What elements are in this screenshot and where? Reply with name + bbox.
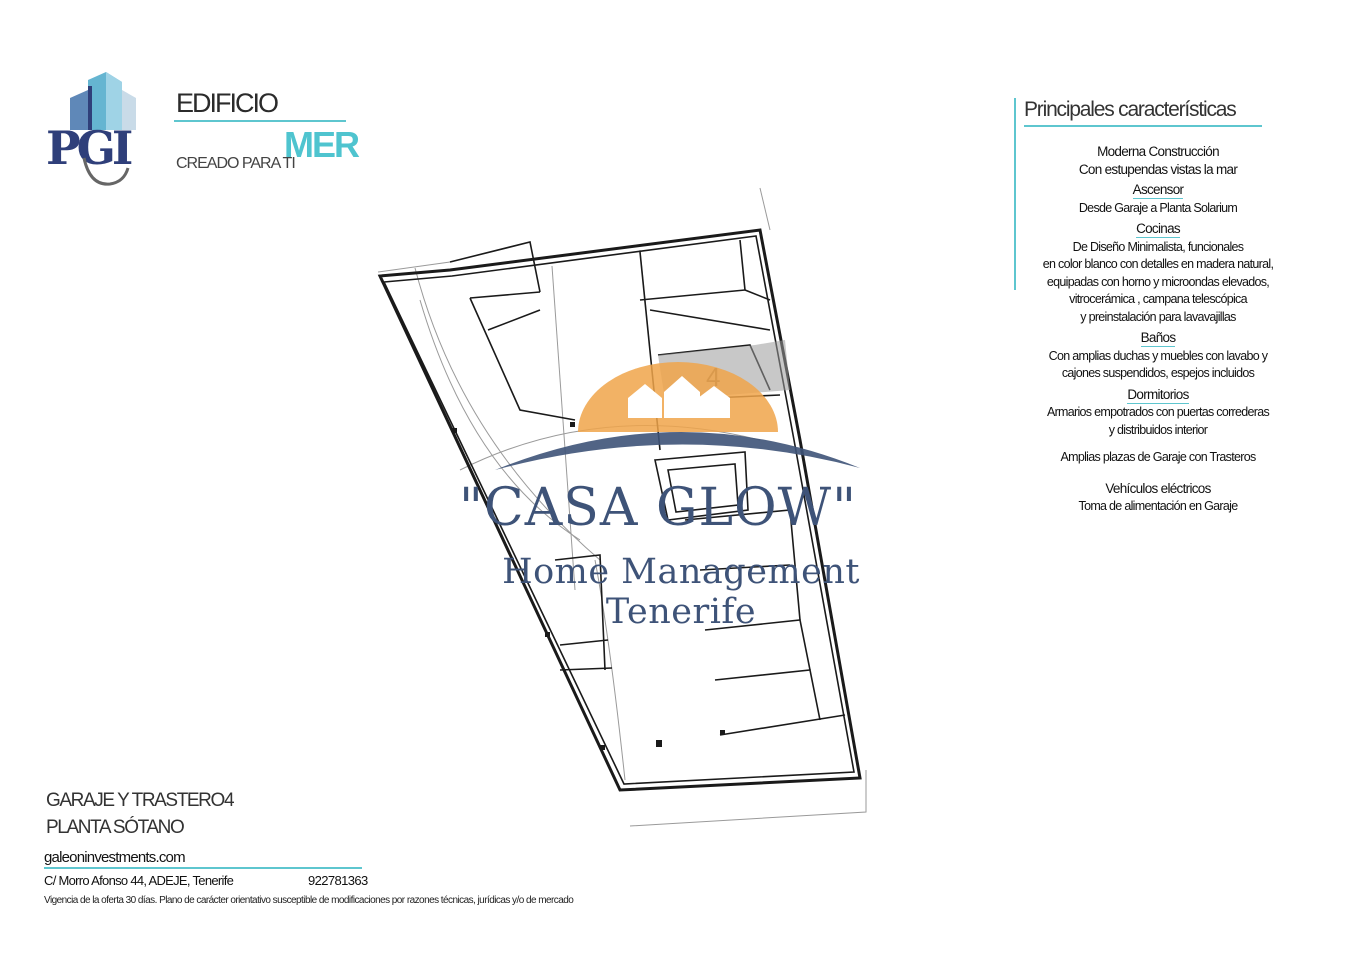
feature-line: en color blanco con detalles en madera natural, [1042, 257, 1274, 271]
feature-line: Armarios empotrados con puertas correderas [1046, 405, 1270, 419]
feature-line: cajones suspendidos, espejos incluidos [1061, 366, 1255, 380]
feature-item [1040, 180, 1276, 217]
feature-line: Toma de alimentación en Garaje [1078, 499, 1238, 513]
building-title: EDIFICIO [176, 88, 278, 118]
building-tagline: CREADO PARA TI [176, 155, 295, 172]
title-rule [174, 120, 346, 122]
feature-heading: Ascensor [1132, 182, 1184, 197]
disclaimer: Vigencia de la oferta 30 días. Plano de carácter orientativo susceptible de modificaciones por razones técnicas, jurídicas y/o de mercado [44, 895, 574, 906]
feature-item [1040, 328, 1276, 383]
unit-number: 4 [224, 790, 235, 811]
watermark-subtitle: Home Management Tenerife [502, 552, 860, 632]
logo-letters: PGI [46, 121, 130, 175]
features-divider [1014, 98, 1016, 290]
feature-line: Moderna Construcción [1097, 144, 1219, 159]
feature-line: Con amplias duchas y muebles con lavabo y [1048, 348, 1268, 363]
features-list [1040, 143, 1276, 516]
feature-item [1040, 479, 1276, 516]
website-link[interactable]: galeoninvestments.com [44, 849, 185, 866]
feature-line: y preinstalación para lavavajillas [1080, 309, 1236, 324]
feature-line: equipadas con horno y microondas elevados, [1046, 274, 1270, 289]
feature-line: Con estupendas vistas la mar [1078, 161, 1238, 177]
watermark-title: "CASA GLOW" [458, 478, 858, 538]
features-title: Principales características [1024, 98, 1236, 121]
feature-line: Desde Garaje a Planta Solarium [1078, 200, 1238, 215]
feature-item [1040, 385, 1276, 440]
feature-line: De Diseño Minimalista, funcionales [1072, 239, 1244, 254]
feature-item [1040, 143, 1276, 178]
feature-line: Amplias plazas de Garaje con Trasteros [1060, 450, 1256, 464]
feature-line: y distribuidos interior [1108, 422, 1208, 437]
feature-item [1040, 449, 1276, 467]
unit-level: PLANTA SÓTANO [46, 817, 184, 838]
features-title-rule [1024, 125, 1262, 127]
feature-heading: Dormitorios [1127, 386, 1189, 402]
feature-heading: Cocinas [1136, 221, 1180, 236]
feature-item [1040, 219, 1276, 326]
feature-heading: Baños [1140, 330, 1176, 345]
feature-line: vitrocerámica , campana telescópica [1069, 292, 1247, 306]
address: C/ Morro Afonso 44, ADEJE, Tenerife [44, 873, 234, 888]
unit-label: GARAJE Y TRASTERO [46, 790, 224, 811]
footer-rule [44, 867, 362, 869]
feature-heading: Vehículos eléctricos [1105, 480, 1211, 496]
pgi-logo [44, 68, 154, 188]
building-name: MER [284, 124, 358, 165]
phone-number: 922781363 [308, 873, 368, 888]
